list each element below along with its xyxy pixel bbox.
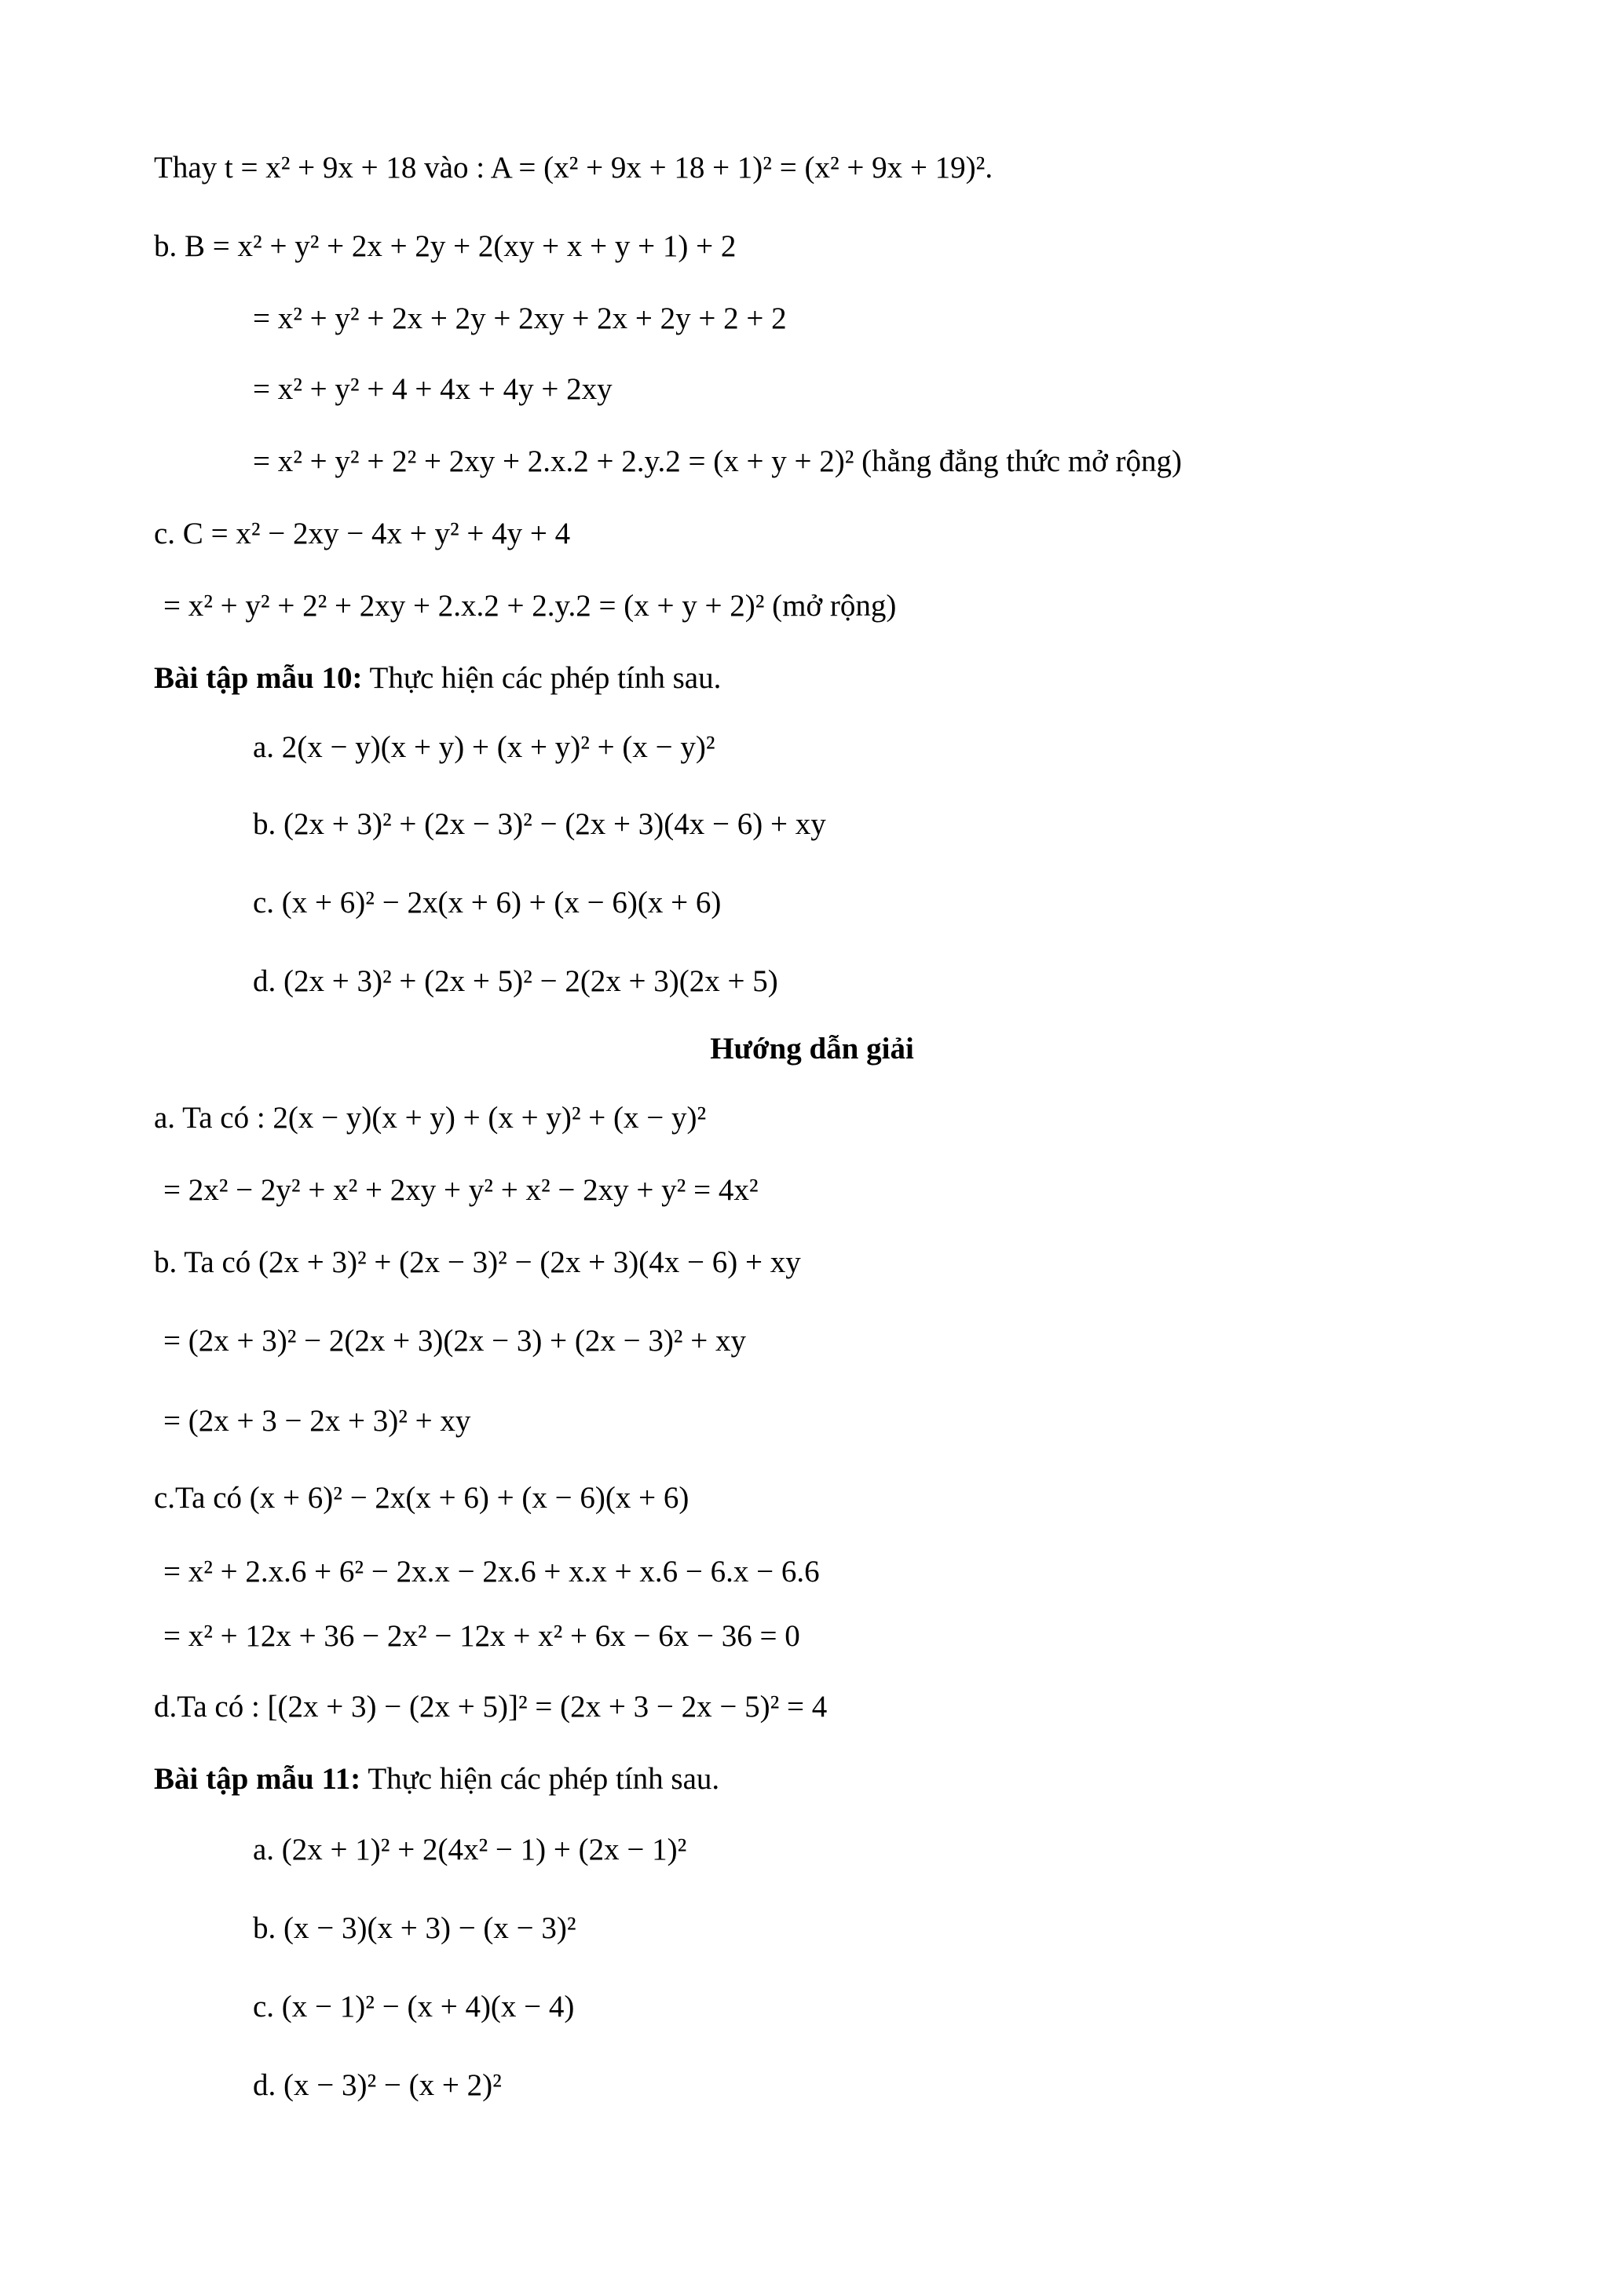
exercise-11-item-c: c. (x − 1)² − (x + 4)(x − 4): [253, 1990, 575, 2024]
part-c-step-1-math: = x² + y² + 2² + 2xy + 2.x.2 + 2.y.2 = (x + y + 2)²: [163, 589, 765, 623]
solution-c-line-2: = x² + 2.x.6 + 6² − 2x.x − 2x.6 + x.x + x.6 − 6.x − 6.6: [163, 1555, 820, 1589]
solution-b-line-2: = (2x + 3)² − 2(2x + 3)(2x − 3) + (2x − 3)² + xy: [163, 1324, 746, 1358]
exercise-10-prompt: Thực hiện các phép tính sau.: [362, 661, 722, 695]
part-c-step-1-note: (mở rộng): [772, 589, 897, 623]
part-b-step-2: = x² + y² + 4 + 4x + 4y + 2xy: [253, 372, 613, 406]
exercise-11-prompt: Thực hiện các phép tính sau.: [360, 1762, 720, 1796]
solution-b-line-3: = (2x + 3 − 2x + 3)² + xy: [163, 1404, 471, 1438]
part-b-step-3: [253, 441, 1182, 482]
solution-c-line-3: = x² + 12x + 36 − 2x² − 12x + x² + 6x − 6x − 36 = 0: [163, 1619, 800, 1653]
solution-heading: Hướng dẫn giải: [710, 1032, 914, 1066]
exercise-11-heading: Bài tập mẫu 11:: [154, 1762, 361, 1796]
part-c-step-1: [163, 586, 896, 627]
exercise-10-item-b: b. (2x + 3)² + (2x − 3)² − (2x + 3)(4x − 6) + xy: [253, 807, 826, 841]
exercise-10-title: [154, 658, 721, 699]
substitution-line: Thay t = x² + 9x + 18 vào : A = (x² + 9x + 18 + 1)² = (x² + 9x + 19)².: [154, 151, 993, 185]
part-b-expression: b. B = x² + y² + 2x + 2y + 2(xy + x + y + 1) + 2: [154, 229, 737, 263]
solution-c-line-1: c.Ta có (x + 6)² − 2x(x + 6) + (x − 6)(x + 6): [154, 1481, 689, 1515]
exercise-10-heading: Bài tập mẫu 10:: [154, 661, 363, 695]
solution-a-line-1: a. Ta có : 2(x − y)(x + y) + (x + y)² + (x − y)²: [154, 1101, 707, 1135]
exercise-11-title: [154, 1759, 719, 1800]
exercise-10-item-c: c. (x + 6)² − 2x(x + 6) + (x − 6)(x + 6): [253, 886, 722, 919]
solution-d-line-1: d.Ta có : [(2x + 3) − (2x + 5)]² = (2x + 3 − 2x − 5)² = 4: [154, 1690, 828, 1724]
part-b-step-1: = x² + y² + 2x + 2y + 2xy + 2x + 2y + 2 + 2: [253, 302, 787, 335]
exercise-10-item-a: a. 2(x − y)(x + y) + (x + y)² + (x − y)²: [253, 730, 715, 764]
part-c-expression: c. C = x² − 2xy − 4x + y² + 4y + 4: [154, 517, 571, 550]
exercise-11-item-a: a. (2x + 1)² + 2(4x² − 1) + (2x − 1)²: [253, 1833, 687, 1866]
solution-a-line-2: = 2x² − 2y² + x² + 2xy + y² + x² − 2xy + y² = 4x²: [163, 1173, 759, 1207]
exercise-11-item-b: b. (x − 3)(x + 3) − (x − 3)²: [253, 1911, 576, 1945]
part-b-step-3-note: (hằng đẳng thức mở rộng): [861, 444, 1182, 478]
part-b-step-3-math: = x² + y² + 2² + 2xy + 2.x.2 + 2.y.2 = (x + y + 2)²: [253, 444, 854, 478]
exercise-11-item-d: d. (x − 3)² − (x + 2)²: [253, 2068, 502, 2102]
solution-b-line-1: b. Ta có (2x + 3)² + (2x − 3)² − (2x + 3)(4x − 6) + xy: [154, 1245, 801, 1279]
exercise-10-item-d: d. (2x + 3)² + (2x + 5)² − 2(2x + 3)(2x + 5): [253, 964, 778, 998]
